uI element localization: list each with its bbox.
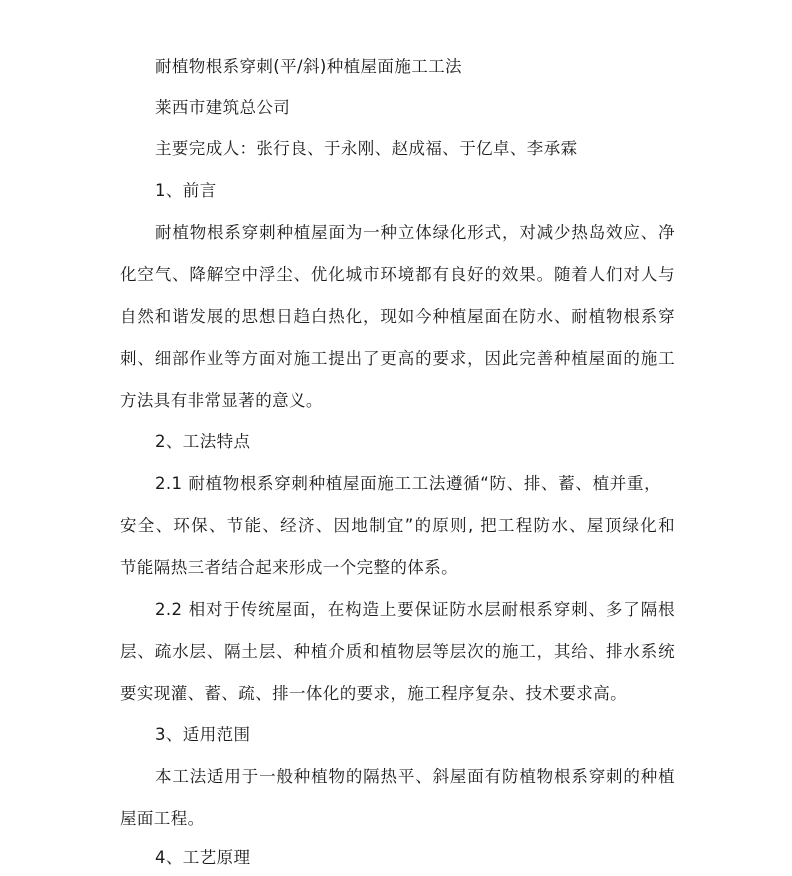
- section-heading-features: 2、工法特点: [155, 432, 251, 451]
- paragraph-line: 安全、环保、节能、经济、因地制宜”的原则, 把工程防水、屋顶绿化和: [120, 516, 675, 535]
- paragraph-line: 层、疏水层、隔土层、种植介质和植物层等层次的施工，其给、排水系统: [120, 642, 675, 661]
- paragraph-line: 屋面工程。: [120, 809, 205, 828]
- company-name: 莱西市建筑总公司: [155, 98, 291, 117]
- paragraph-line: 化空气、降解空中浮尘、优化城市环境都有良好的效果。随着人们对人与: [120, 265, 675, 284]
- section-heading-principle: 4、工艺原理: [155, 848, 251, 867]
- section-heading-intro: 1、前言: [155, 181, 217, 200]
- paragraph-line: 本工法适用于一般种植物的隔热平、斜屋面有防植物根系穿刺的种植: [155, 767, 675, 786]
- paragraph-line: 节能隔热三者结合起来形成一个完整的体系。: [120, 558, 458, 577]
- paragraph-line: 2.2 相对于传统屋面，在构造上要保证防水层耐根系穿刺、多了隔根: [155, 600, 675, 619]
- paragraph-line: 方法具有非常显著的意义。: [120, 391, 323, 410]
- paragraph-line: 2.1 耐植物根系穿刺种植屋面施工工法遵循“防、排、蓄、植并重，: [155, 474, 661, 493]
- paragraph-line: 要实现灌、蓄、疏、排一体化的要求，施工程序复杂、技术要求高。: [120, 684, 627, 703]
- section-heading-scope: 3、适用范围: [155, 725, 251, 744]
- paragraph-line: 自然和谐发展的思想日趋白热化，现如今种植屋面在防水、耐植物根系穿: [120, 307, 675, 326]
- document-title: 耐植物根系穿刺(平/斜)种植屋面施工工法: [155, 57, 462, 76]
- paragraph-line: 刺、细部作业等方面对施工提出了更高的要求，因此完善种植屋面的施工: [120, 349, 675, 368]
- paragraph-line: 耐植物根系穿刺种植屋面为一种立体绿化形式，对减少热岛效应、净: [155, 223, 675, 242]
- authors-line: 主要完成人：张行良、于永刚、赵成福、于亿卓、李承霖: [155, 139, 578, 158]
